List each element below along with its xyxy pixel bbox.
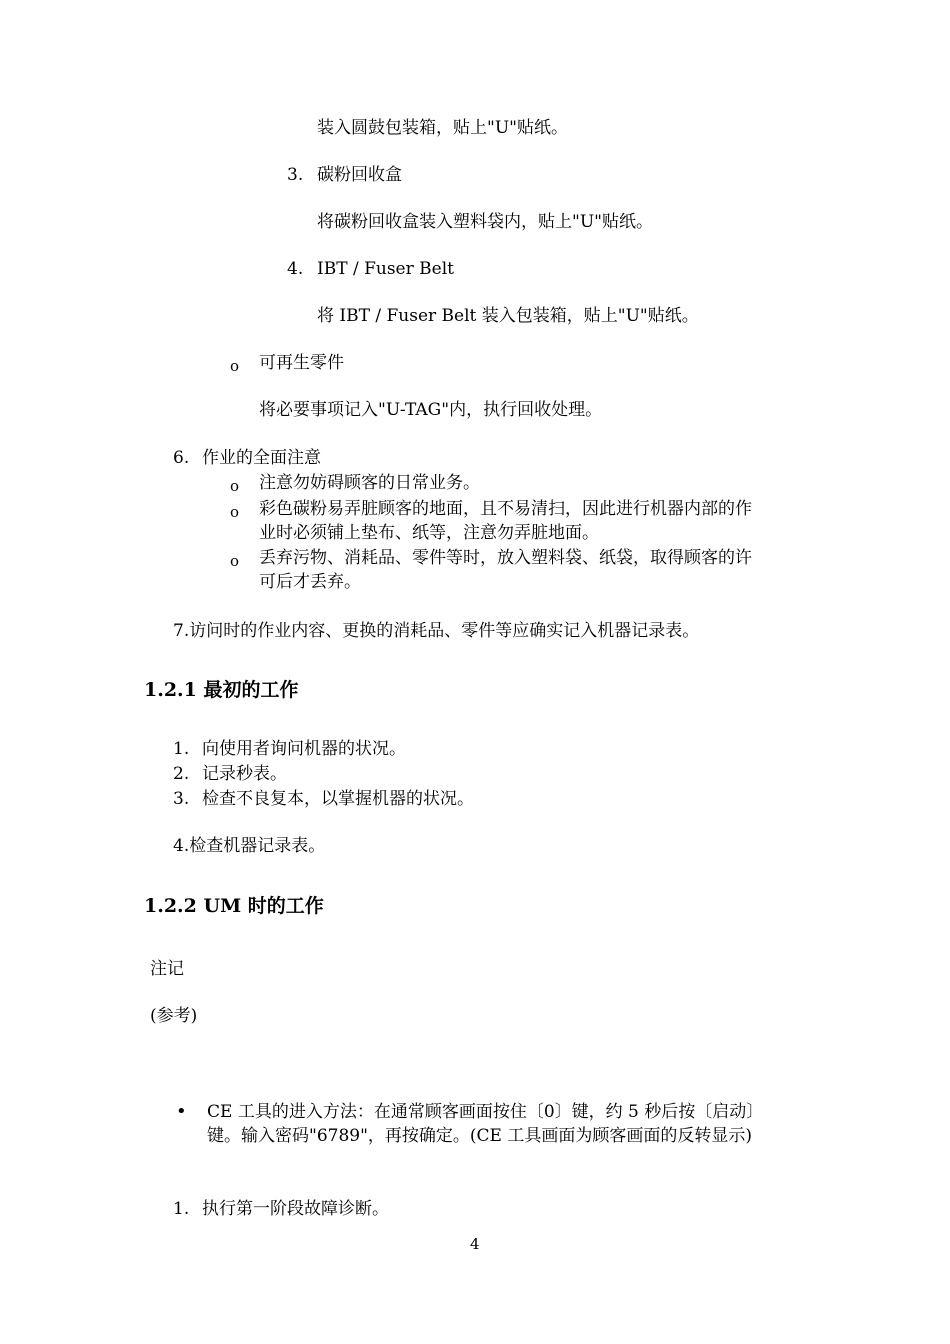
circle-bullet-icon: o (230, 477, 240, 495)
section6-title: 作业的全面注意 (202, 448, 321, 468)
section6-bullet2-line2: 业时必须铺上垫布、纸等，注意勿弄脏地面。 (259, 523, 599, 543)
item-title-ibt: IBT / Fuser Belt (317, 259, 454, 279)
item-body-regen: 将必要事项记入"U-TAG"内，执行回收处理。 (259, 400, 603, 420)
section6-bullet2-line1: 彩色碳粉易弄脏顾客的地面，且不易清扫，因此进行机器内部的作 (259, 499, 752, 519)
heading-1-2-2: 1.2.2 UM 时的工作 (144, 895, 324, 917)
list121-num-1: 1. (173, 739, 190, 759)
reference-label: (参考) (150, 1006, 198, 1026)
ce-tool-line1: CE 工具的进入方法：在通常顾客画面按住〔0〕键，约 5 秒后按〔启动〕 (207, 1102, 764, 1122)
list121-item-3: 检查不良复本，以掌握机器的状况。 (202, 789, 474, 809)
section7: 7.访问时的作业内容、更换的消耗品、零件等应确实记入机器记录表。 (173, 621, 700, 641)
section6-bullet1: 注意勿妨碍顾客的日常业务。 (259, 473, 480, 493)
ce-tool-line2: 键。输入密码"6789"，再按确定。(CE 工具画面为顾客画面的反转显示) (207, 1126, 752, 1146)
item-title-toner-box: 碳粉回收盒 (317, 165, 402, 185)
list121-item-2: 记录秒表。 (202, 764, 287, 784)
heading-1-2-1: 1.2.1 最初的工作 (144, 679, 299, 701)
list121-item-4: 4.检查机器记录表。 (173, 836, 326, 856)
circle-bullet-icon: o (230, 552, 240, 570)
list121-num-3: 3. (173, 789, 190, 809)
item-body-toner-box: 将碳粉回收盒装入塑料袋内，贴上"U"贴纸。 (317, 212, 653, 232)
circle-bullet-icon: o (230, 503, 240, 521)
item-title-regen: 可再生零件 (259, 353, 344, 373)
bullet-dot-icon: • (176, 1101, 187, 1122)
item-body-ibt: 将 IBT / Fuser Belt 装入包装箱，贴上"U"贴纸。 (317, 306, 699, 326)
step1-text: 执行第一阶段故障诊断。 (202, 1199, 389, 1219)
section6-num: 6. (173, 448, 190, 468)
list-num-3: 3. (287, 165, 304, 185)
section6-bullet3-line2: 可后才丢弃。 (259, 572, 361, 592)
list121-num-2: 2. (173, 764, 190, 784)
section6-bullet3-line1: 丢弃污物、消耗品、零件等时，放入塑料袋、纸袋，取得顾客的许 (259, 548, 752, 568)
note-label: 注记 (150, 959, 184, 979)
circle-bullet-icon: o (230, 357, 240, 375)
step1-num: 1. (173, 1199, 190, 1219)
page-number: 4 (470, 1235, 480, 1253)
text-drum-packing: 装入圆鼓包装箱，贴上"U"贴纸。 (317, 118, 568, 138)
list121-item-1: 向使用者询问机器的状况。 (202, 739, 406, 759)
list-num-4: 4. (287, 259, 304, 279)
